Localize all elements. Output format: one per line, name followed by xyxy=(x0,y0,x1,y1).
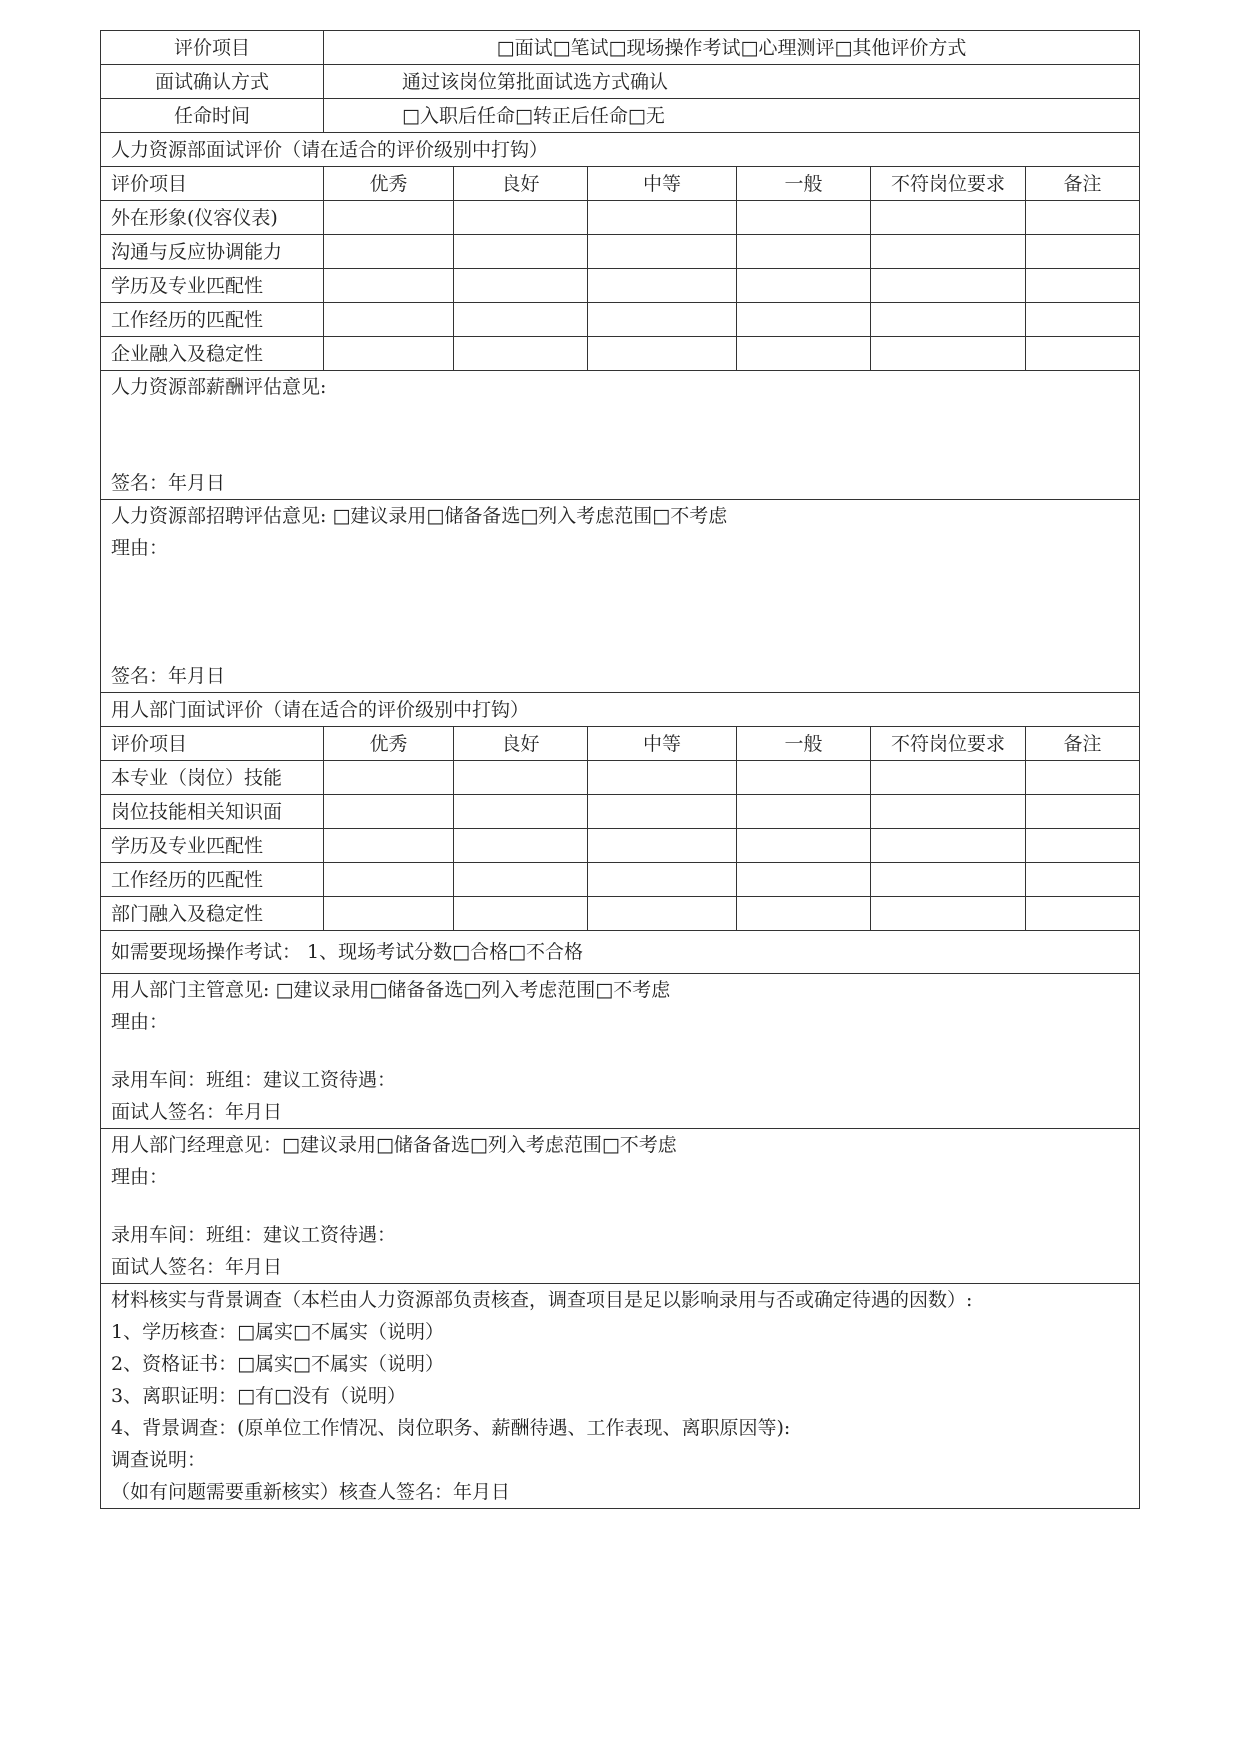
rating-cell[interactable] xyxy=(324,235,454,269)
table-row xyxy=(101,235,1140,269)
survey-note: 调查说明： xyxy=(111,1449,207,1471)
dept-eval-header-item: 评价项目 xyxy=(101,727,324,761)
hr-eval-header-excellent: 优秀 xyxy=(324,167,454,201)
rating-cell[interactable] xyxy=(737,303,871,337)
interview-evaluation-form xyxy=(100,30,1140,1509)
dept-eval-header-unfit: 不符岗位要求 xyxy=(871,727,1026,761)
onsite-exam[interactable]: 如需要现场操作考试： 1、现场考试分数□合格□不合格 xyxy=(101,931,1140,974)
rating-cell[interactable] xyxy=(871,269,1026,303)
appointment-time-label: 任命时间 xyxy=(101,99,324,133)
rating-cell[interactable] xyxy=(324,337,454,371)
background-survey: 4、背景调查：(原单位工作情况、岗位职务、薪酬待遇、工作表现、离职原因等): xyxy=(111,1417,791,1439)
table-row xyxy=(101,897,1140,931)
rating-cell[interactable] xyxy=(737,761,871,795)
hr-eval-title: 人力资源部面试评价（请在适合的评价级别中打钩） xyxy=(101,133,1140,167)
hr-eval-header-unfit: 不符岗位要求 xyxy=(871,167,1026,201)
rating-cell[interactable] xyxy=(871,897,1026,931)
dept-eval-item: 工作经历的匹配性 xyxy=(101,863,324,897)
rating-cell[interactable] xyxy=(588,201,737,235)
table-row xyxy=(101,795,1140,829)
rating-cell[interactable] xyxy=(737,337,871,371)
rating-cell[interactable] xyxy=(454,897,588,931)
rating-cell[interactable] xyxy=(737,863,871,897)
rating-cell[interactable] xyxy=(454,761,588,795)
table-row xyxy=(101,761,1140,795)
hr-eval-header-item: 评价项目 xyxy=(101,167,324,201)
rating-cell[interactable] xyxy=(588,337,737,371)
remark-cell[interactable] xyxy=(1026,795,1140,829)
dept-manager-reason: 理由： xyxy=(111,1166,169,1188)
rating-cell[interactable] xyxy=(737,795,871,829)
table-row xyxy=(101,303,1140,337)
rating-cell[interactable] xyxy=(454,863,588,897)
background-check-title: 材料核实与背景调查（本栏由人力资源部负责核查，调查项目是足以影响录用与否或确定待遇的因数）: xyxy=(111,1289,973,1311)
dept-supervisor-sign: 面试人签名：年月日 xyxy=(111,1101,283,1123)
table-row xyxy=(101,269,1140,303)
table-row xyxy=(101,337,1140,371)
hr-eval-title-row xyxy=(101,133,1140,167)
hr-recruit-reason: 理由： xyxy=(111,537,169,559)
hr-eval-item: 沟通与反应协调能力 xyxy=(101,235,324,269)
eval-method-label: 评价项目 xyxy=(101,31,324,65)
rating-cell[interactable] xyxy=(737,269,871,303)
rating-cell[interactable] xyxy=(588,761,737,795)
hr-eval-header-medium: 中等 xyxy=(588,167,737,201)
remark-cell[interactable] xyxy=(1026,863,1140,897)
dept-supervisor-block[interactable] xyxy=(101,974,1140,1129)
rating-cell[interactable] xyxy=(871,235,1026,269)
rating-cell[interactable] xyxy=(588,303,737,337)
dept-eval-item: 学历及专业匹配性 xyxy=(101,829,324,863)
remark-cell[interactable] xyxy=(1026,337,1140,371)
eval-method-options: □面试□笔试□现场操作考试□心理测评□其他评价方式 xyxy=(324,31,1140,65)
rating-cell[interactable] xyxy=(871,761,1026,795)
rating-cell[interactable] xyxy=(324,269,454,303)
interview-confirm-value: 通过该岗位第批面试选方式确认 xyxy=(324,65,1140,99)
hr-recruit-title: 人力资源部招聘评估意见: □建议录用□储备备选□列入考虑范围□不考虑 xyxy=(111,505,728,527)
rating-cell[interactable] xyxy=(588,863,737,897)
rating-cell[interactable] xyxy=(324,201,454,235)
rating-cell[interactable] xyxy=(588,269,737,303)
rating-cell[interactable] xyxy=(454,201,588,235)
rating-cell[interactable] xyxy=(454,269,588,303)
dept-manager-block[interactable] xyxy=(101,1129,1140,1284)
hr-recruit-sign: 签名：年月日 xyxy=(111,665,226,687)
rating-cell[interactable] xyxy=(454,337,588,371)
dept-supervisor-workshop: 录用车间：班组：建议工资待遇： xyxy=(111,1069,397,1091)
hr-eval-item: 学历及专业匹配性 xyxy=(101,269,324,303)
rating-cell[interactable] xyxy=(871,337,1026,371)
dept-manager-title: 用人部门经理意见：□建议录用□储备备选□列入考虑范围□不考虑 xyxy=(111,1134,677,1156)
onsite-exam-row xyxy=(101,931,1140,974)
interview-confirm-label: 面试确认方式 xyxy=(101,65,324,99)
dept-eval-header-row xyxy=(101,727,1140,761)
remark-cell[interactable] xyxy=(1026,829,1140,863)
rating-cell[interactable] xyxy=(324,829,454,863)
dept-manager-workshop: 录用车间：班组：建议工资待遇： xyxy=(111,1224,397,1246)
rating-cell[interactable] xyxy=(324,761,454,795)
rating-cell[interactable] xyxy=(324,863,454,897)
eval-method-row xyxy=(101,31,1140,65)
appointment-time-row xyxy=(101,99,1140,133)
rating-cell[interactable] xyxy=(871,795,1026,829)
rating-cell[interactable] xyxy=(871,201,1026,235)
rating-cell[interactable] xyxy=(454,235,588,269)
rating-cell[interactable] xyxy=(588,897,737,931)
hr-salary-sign: 签名：年月日 xyxy=(111,472,226,494)
dept-manager-row xyxy=(101,1129,1140,1284)
rating-cell[interactable] xyxy=(324,303,454,337)
dept-eval-item: 部门融入及稳定性 xyxy=(101,897,324,931)
dept-manager-sign: 面试人签名：年月日 xyxy=(111,1256,283,1278)
dept-eval-header-fair: 一般 xyxy=(737,727,871,761)
resignation-check: 3、离职证明：□有□没有（说明） xyxy=(111,1385,406,1407)
hr-salary-block[interactable] xyxy=(101,371,1140,500)
dept-eval-title: 用人部门面试评价（请在适合的评价级别中打钩） xyxy=(101,693,1140,727)
dept-eval-title-row xyxy=(101,693,1140,727)
hr-eval-header-fair: 一般 xyxy=(737,167,871,201)
hr-eval-header-good: 良好 xyxy=(454,167,588,201)
dept-eval-header-medium: 中等 xyxy=(588,727,737,761)
dept-eval-item: 岗位技能相关知识面 xyxy=(101,795,324,829)
rating-cell[interactable] xyxy=(871,863,1026,897)
hr-eval-header-row xyxy=(101,167,1140,201)
hr-eval-item: 工作经历的匹配性 xyxy=(101,303,324,337)
rating-cell[interactable] xyxy=(454,829,588,863)
rating-cell[interactable] xyxy=(737,829,871,863)
remark-cell[interactable] xyxy=(1026,897,1140,931)
certificate-check: 2、资格证书：□属实□不属实（说明） xyxy=(111,1353,444,1375)
dept-eval-item: 本专业（岗位）技能 xyxy=(101,761,324,795)
dept-supervisor-reason: 理由： xyxy=(111,1011,169,1033)
rating-cell[interactable] xyxy=(454,303,588,337)
hr-eval-item: 企业融入及稳定性 xyxy=(101,337,324,371)
appointment-time-options: □入职后任命□转正后任命□无 xyxy=(324,99,1140,133)
background-check-row xyxy=(101,1284,1140,1509)
dept-eval-header-good: 良好 xyxy=(454,727,588,761)
hr-salary-row xyxy=(101,371,1140,500)
remark-cell[interactable] xyxy=(1026,235,1140,269)
education-check: 1、学历核查：□属实□不属实（说明） xyxy=(111,1321,444,1343)
table-row xyxy=(101,201,1140,235)
dept-supervisor-row xyxy=(101,974,1140,1129)
background-check-block[interactable] xyxy=(101,1284,1140,1509)
rating-cell[interactable] xyxy=(737,235,871,269)
rating-cell[interactable] xyxy=(588,235,737,269)
remark-cell[interactable] xyxy=(1026,761,1140,795)
hr-recruit-row xyxy=(101,500,1140,693)
checker-sign: （如有问题需要重新核实）核查人签名：年月日 xyxy=(111,1481,511,1503)
dept-supervisor-title: 用人部门主管意见: □建议录用□储备备选□列入考虑范围□不考虑 xyxy=(111,979,671,1001)
remark-cell[interactable] xyxy=(1026,303,1140,337)
rating-cell[interactable] xyxy=(454,795,588,829)
rating-cell[interactable] xyxy=(871,303,1026,337)
rating-cell[interactable] xyxy=(588,795,737,829)
table-row xyxy=(101,829,1140,863)
hr-eval-item: 外在形象(仪容仪表) xyxy=(101,201,324,235)
rating-cell[interactable] xyxy=(737,897,871,931)
hr-eval-header-remark: 备注 xyxy=(1026,167,1140,201)
rating-cell[interactable] xyxy=(737,201,871,235)
hr-salary-title: 人力资源部薪酬评估意见: xyxy=(111,376,327,398)
remark-cell[interactable] xyxy=(1026,201,1140,235)
hr-recruit-block[interactable] xyxy=(101,500,1140,693)
table-row xyxy=(101,863,1140,897)
dept-eval-header-excellent: 优秀 xyxy=(324,727,454,761)
rating-cell[interactable] xyxy=(324,795,454,829)
dept-eval-header-remark: 备注 xyxy=(1026,727,1140,761)
rating-cell[interactable] xyxy=(324,897,454,931)
remark-cell[interactable] xyxy=(1026,269,1140,303)
rating-cell[interactable] xyxy=(588,829,737,863)
interview-confirm-row xyxy=(101,65,1140,99)
rating-cell[interactable] xyxy=(871,829,1026,863)
